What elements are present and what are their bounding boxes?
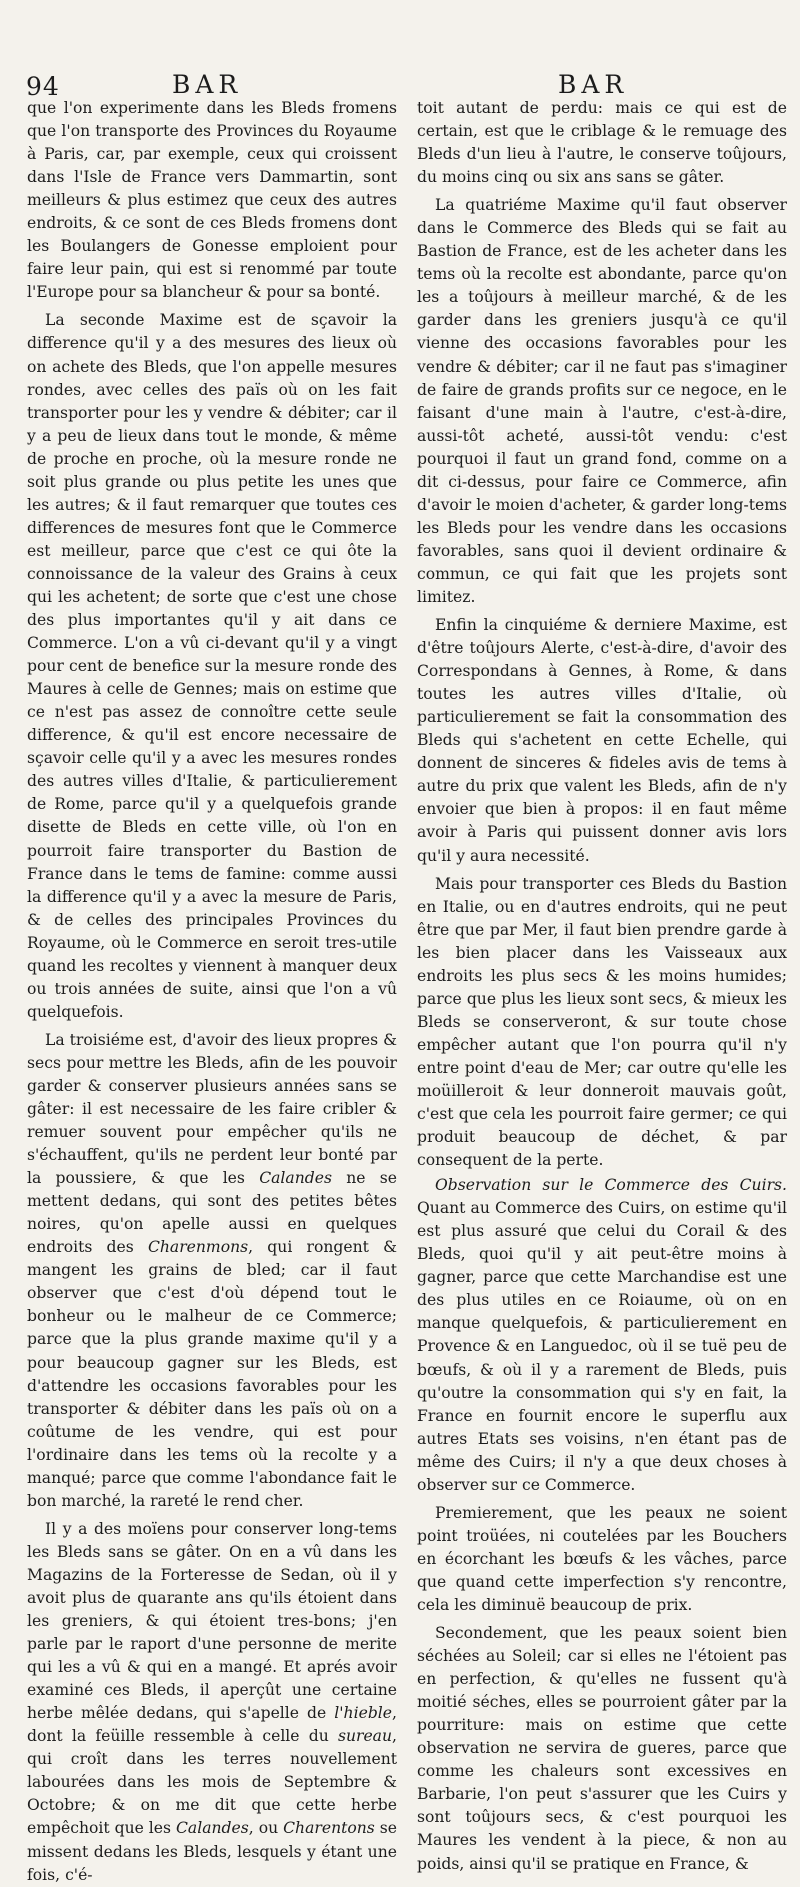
- section-heading: Observation sur le Commerce des Cuirs.: [435, 1176, 787, 1195]
- paragraph: Mais pour transporter ces Bleds du Bastion en Italie, ou en d'autres endroits, qui ne peut être que par Mer, il faut bien prendre garde à les bien placer dans les Vaisseaux aux endroits les plus secs & les moins humides; parce que plus les lieux sont secs, & mieux les Bleds se conserveront, & sur toute chose empêcher autant que l'on pourra qu'il n'y entre point d'eau de Mer; car outre qu'elle les moüilleroit & leur donneroit mauvais goût, c'est que cela les pourroit faire germer; ce qui produit beaucoup de déchet, & par consequent de la perte.: [417, 874, 787, 1170]
- paragraph: Enfin la cinquiéme & derniere Maxime, est d'être toûjours Alerte, c'est-à-dire, d'avoir des Correspondans à Gennes, à Rome, & dans toutes les autres villes d'Italie, où particulierement se fait la consommation des Bleds qui s'achetent en cette Echelle, qui donnent de sinceres & fideles avis de tems à autre du prix que valent les Bleds, afin de n'y envoier que bien à propos: il en faut même avoir à Paris qui puissent donner avis lors qu'il y aura necessité.: [417, 616, 787, 865]
- left-column: [27, 97, 397, 1887]
- running-head-right: BAR: [558, 70, 629, 99]
- text-run: ne se mettent dedans, qui sont des petites bêtes noires, qu'on apelle aussi en quelques endroits des: [27, 1169, 397, 1257]
- text-run: , dont la feüille ressemble à celle du: [27, 1704, 397, 1746]
- paragraph: La quatriéme Maxime qu'il faut observer dans le Commerce des Bleds qui se fait au Bastion de France, est de les acheter dans les tems où la recolte est abondante, parce qu'on les a toûjours à meilleur marché, & de les garder dans les greniers jusqu'à ce qu'il vienne des occasions favorables pour les vendre & débiter; car il ne faut pas s'imaginer de faire de grands profits sur ce negoce, en le faisant d'une main à l'autre, c'est-à-dire, aussi-tôt acheté, aussi-tôt vendu: c'est pourquoi il faut un grand fond, comme on a dit ci-dessus, pour faire ce Commerce, afin d'avoir le moien d'acheter, & garder long-tems les Bleds pour les vendre dans les occasions favorables, sans quoi il devient ordinaire & commun, ce qui fait que les projets sont limitez.: [417, 196, 787, 606]
- italic-term: l'hieble: [334, 1704, 393, 1723]
- paragraph: Premierement, que les peaux ne soient point troüées, ni coutelées par les Bouchers en écorchant les bœufs & les vâches, parce que quand cette imperfection s'y rencontre, cela les diminuë beaucoup de prix.: [417, 1503, 787, 1614]
- paragraph: Secondement, que les peaux soient bien séchées au Soleil; car si elles ne l'étoient pas en perfection, & qu'elles ne fussent qu'à moitié séches, elles se pourroient gâter par la pourriture: mais on estime que cette observation ne servira de gueres, parce que comme les chaleurs sont excessives en Barbarie, l'on peut s'assurer que les Cuirs y sont toûjours secs, & c'est pourquoi les Maures les vendent à la piece, & non au poids, ainsi qu'il se pratique en France, &: [417, 1624, 787, 1873]
- running-head-left: BAR: [172, 70, 243, 99]
- paragraph: que l'on experimente dans les Bleds fromens que l'on transporte des Provinces du Royaume à Paris, car, par exemple, ceux qui croissent dans l'Isle de France vers Dammartin, sont meilleurs & plus estimez que ceux des autres endroits, & ce sont de ces Bleds fromens dont les Boulangers de Gonesse emploient pour faire leur pain, qui est si renommé par toute l'Europe pour sa blancheur & pour sa bonté.: [27, 99, 397, 302]
- italic-term: Charenтons: [147, 1238, 249, 1257]
- italic-term: sureau: [337, 1727, 393, 1746]
- page-number: 94: [26, 72, 60, 101]
- text-run: , ou: [248, 1819, 279, 1838]
- paragraph: [27, 1518, 397, 1887]
- right-column: [417, 97, 787, 1876]
- italic-term: Calandes: [259, 1169, 332, 1188]
- paragraph: [27, 1029, 397, 1513]
- italic-term: Calandes: [176, 1819, 249, 1838]
- text-run: se missent dedans les Bleds, lesquels y étant une fois, c'é-: [27, 1819, 398, 1884]
- paragraph: [417, 1174, 787, 1497]
- text-run: , qui croît dans les terres nouvellement labourées dans les mois de Septembre & Octobre; & on me dit que cette herbe empêchoit que les: [27, 1727, 397, 1838]
- text-run: Quant au Commerce des Cuirs, on estime qu'il est plus assuré que celui du Corail & des Bleds, quoi qu'il y ait peut-être moins à gagner, parce que cette Marchandise est une des plus utiles en ce Roiaume, où on en manque quelquefois, & particulierement en Provence & en Languedoc, où il se tuë peu de bœufs, & où il y a rarement de Bleds, puis qu'outre la consommation qui s'y en fait, la France en fournit encore le superflu aux autres Etats ses voisins, n'en étant pas de même des Cuirs; il n'y a que deux choses à observer sur ce Commerce.: [417, 1199, 787, 1494]
- paragraph: toit autant de perdu: mais ce qui est de certain, est que le criblage & le remuage des Bleds d'un lieu à l'autre, le conserve toûjours, du moins cinq ou six ans sans se gâter.: [417, 99, 787, 187]
- paragraph: La seconde Maxime est de sçavoir la difference qu'il y a des mesures des lieux où on achete des Bleds, que l'on appelle mesures rondes, avec celles des païs où on les fait transporter pour les y vendre & débiter; car il y a peu de lieux dans tout le monde, & même de proche en proche, où la mesure ronde ne soit plus grande ou plus petite les unes que les autres; & il faut remarquer que toutes ces differences de mesures font que le Commerce est meilleur, parce que c'est ce qui ôte la connoissance de la valeur des Grains à ceux qui les achetent; de sorte que c'est une chose des plus importantes qu'il y ait dans ce Commerce. L'on a vû ci-devant qu'il y a vingt pour cent de benefice sur la mesure ronde des Maures à celle de Gennes; mais on estime que ce n'est pas assez de connoître cette seule difference, & qu'il est encore necessaire de sçavoir celle qu'il y a avec les mesures rondes des autres villes d'Italie, & particulierement de Rome, parce qu'il y a quelquefois grande disette de Bleds en cette ville, où l'on en pourroit faire transporter du Bastion de France dans le tems de famine: comme aussi la difference qu'il y a avec la mesure de Paris, & de celles des principales Provinces du Royaume, où le Commerce en seroit tres-utile quand les recoltes y viennent à manquer deux ou trois années de suite, ainsi que l'on a vû quelquefois.: [27, 311, 397, 1021]
- text-run: , qui rongent & mangent les grains de bled; car il faut observer que c'est d'où dépend tout le bonheur ou le malheur de ce Commerce; parce que la plus grande maxime qu'il y a pour beaucoup gagner sur les Bleds, est d'attendre les occasions favorables pour les transporter & débiter dans les païs où on a coûtume de les vendre, qui est pour l'ordinaire dans les tems où la recolte y a manqué; parce que comme l'abondance fait le bon marché, la rareté le rend cher.: [27, 1238, 397, 1510]
- text-run: Il y a des moïens pour conserver long-tems les Bleds sans se gâter. On en a vû dans les Magazins de la Forteresse de Sedan, où il y avoit plus de quarante ans qu'ils étoient dans les greniers, & qui étoient tres-bons; j'en parle par le raport d'une personne de merite qui les a vû & qui en a mangé. Et aprés avoir examiné ces Bleds, il aperçût une certaine herbe mêlée dedans, qui s'apelle de: [27, 1519, 397, 1723]
- italic-term: Charentons: [283, 1819, 375, 1838]
- text-run: La troisiéme est, d'avoir des lieux propres & secs pour mettre les Bleds, afin de les pouvoir garder & conserver plusieurs années sans se gâter: il est necessaire de les faire cribler & remuer souvent pour empêcher qu'ils ne s'échauffent, qu'ils ne perdent leur bonté par la poussiere, & que les: [27, 1030, 397, 1188]
